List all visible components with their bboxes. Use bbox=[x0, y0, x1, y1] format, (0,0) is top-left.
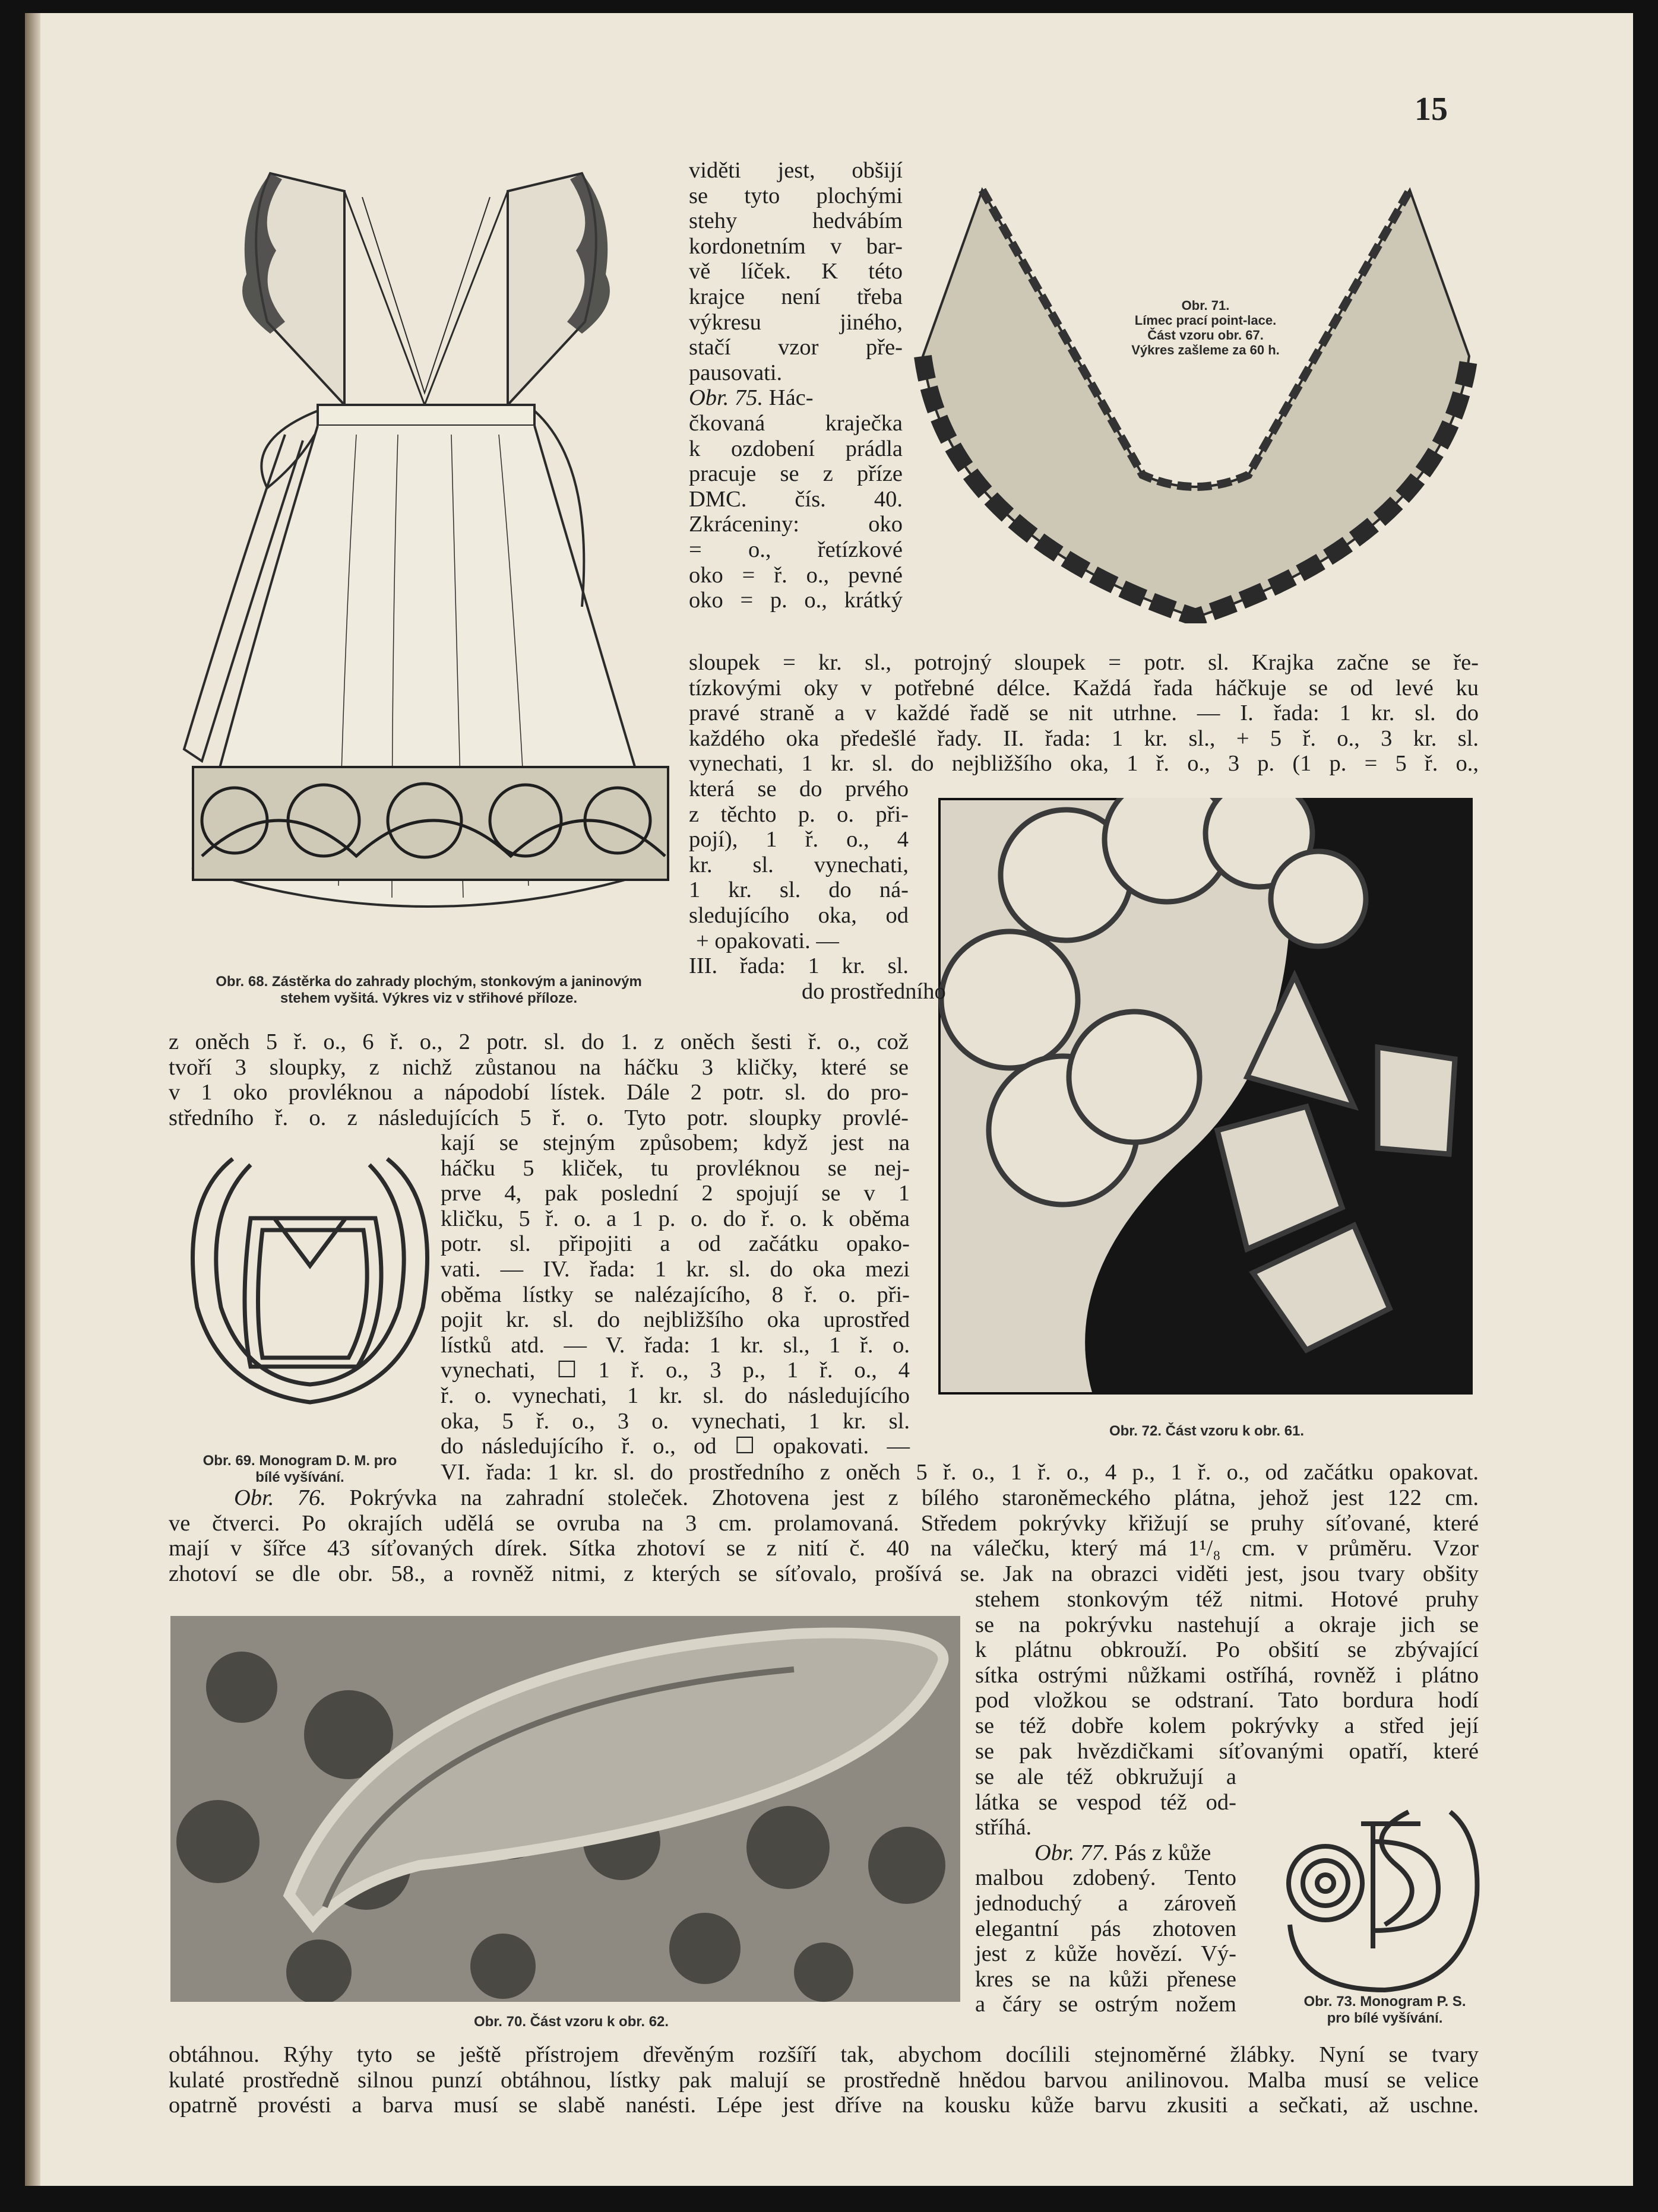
text-crochet-instructions-3: z oněch 5 ř. o., 6 ř. o., 2 potr. sl. do 1. z oněch šesti ř. o., což tvoří 3 sloupky, z nichž zůstanou na háčku 3 kličky, které se v 1 oko provléknou a nápodobí lístek. Dále 2 potr. sl. do pro- středního ř. o. z následujících 5 ř. o. Tyto potr. sloupky provlé- bbox=[169, 1029, 909, 1130]
caption-obr71: Obr. 71. Límec prací point-lace. Část vzoru obr. 67. Výkres zašleme za 60 h. bbox=[1131, 298, 1280, 357]
fig-ref-obr77: Obr. 77. bbox=[1034, 1840, 1109, 1865]
text-column-continued: viděti jest, obšijí se tyto plochými stehy hedvábím kordonetním v bar- vě líček. K této krajce není třeba výkresu jiného, stačí vzor pře- pausovati. Obr. 75. Hác- čkovaná kraječka k ozdobení prádla pracuje se z příze DMC. čís. 40. Zkráceniny: oko = o., řetízkové oko = ř. o., pevné oko = p. o., krátký bbox=[689, 158, 903, 613]
text-row-vi: VI. řada: 1 kr. sl. do prostředního z oněch 5 ř. o., 1 ř. o., 4 p., 1 ř. o., od začátku opakovat. bbox=[441, 1460, 1479, 1485]
figure-lace-collar bbox=[911, 166, 1480, 623]
fig-ref-obr76: Obr. 76. bbox=[234, 1485, 326, 1510]
text-crochet-instructions-2: která se do prvého z těchto p. o. při- pojí), 1 ř. o., 4 kr. sl. vynechati, 1 kr. sl. do ná- sledujícího oka, od + opakovati. — III. řada: 1 kr. sl. do prostředního bbox=[689, 777, 946, 1004]
text-obr77-continued: obtáhnou. Rýhy tyto se ještě přístrojem dřevěným rozšíří tak, abychom docílili stejnoměrné žlábky. Nyní se tvary kulaté prostředně silnou punzí obtáhnou, lístky pak malují se prostředně hnědou barvou anilinovou. Malba musí se velice opatrně provésti a barva musí se slabě nanésti. Lépe jest dříve na kousku kůže barvu zkusiti a sečkati, až uschne. bbox=[169, 2042, 1479, 2118]
caption-obr69: Obr. 69. Monogram D. M. pro bílé vyšívání. bbox=[202, 1453, 397, 1485]
magazine-page bbox=[25, 13, 1633, 2186]
caption-obr73: Obr. 73. Monogram P. S. pro bílé vyšívání. bbox=[1303, 1994, 1466, 2026]
caption-obr68: Obr. 68. Zástěrka do zahrady plochým, stonkovým a janinovým stehem vyšitá. Výkres viz v střihové příloze. bbox=[216, 974, 642, 1006]
figure-embroidery-photo bbox=[170, 1616, 960, 2002]
page-binding-shadow bbox=[25, 13, 40, 2186]
figure-monogram-ps bbox=[1272, 1800, 1486, 1996]
text-obr76-continued: stehem stonkovým též nitmi. Hotové pruhy se na pokrývku nastehují a okraje jich se k plátnu obkrouží. Po obšití se zbývající sítka ostrými nůžkami ostříhá, rovněž i plátno pod vložkou se odstraní. Tato bordura hodí se též dobře kolem pokrývky a střed její se pak hvězdičkami síťovanými opatří, které bbox=[975, 1587, 1479, 1764]
figure-monogram-dm bbox=[167, 1129, 453, 1414]
text-crochet-instructions-1: sloupek = kr. sl., potrojný sloupek = potr. sl. Krajka začne se ře- tízkovými oky v potřebné délce. Každá řada háčkuje se od levé ku pravé straně a v každé řadě se nit utrhne. — I. řada: 1 kr. sl. do každého oka předešlé řady. II. řada: 1 kr. sl., + 5 ř. o., 3 kr. sl. vynechati, 1 kr. sl. do nejbližšího oka, 1 ř. o., 3 p. (1 p. = 5 ř. o., bbox=[689, 650, 1479, 777]
fig-ref-obr75: Obr. 75. bbox=[689, 385, 764, 411]
caption-obr72: Obr. 72. Část vzoru k obr. 61. bbox=[1109, 1423, 1305, 1439]
text-obr76-tablecloth: Obr. 76. Pokrývka na zahradní stoleček. Zhotovena jest z bílého staroněmeckého plátna, jehož jest 122 cm. ve čtverci. Po okrajích udělá se ovruba na 3 cm. prolamovaná. Středem pokrývky křižují se pruhy síťované, které mají v šířce 43 síťovaných dírek. Sítka zhotoví se z nití č. 40 na válečku, který má 1¹/₈ cm. v průměru. Vzor zhotoví se dle obr. 58., a rovněž nitmi, z kterých se síťovalo, prošívá se. Jak na obrazci viděti jest, jsou tvary obšity bbox=[169, 1485, 1479, 1586]
figure-apron-illustration bbox=[166, 156, 695, 945]
page-number: 15 bbox=[1415, 91, 1448, 128]
figure-lace-pattern-photo bbox=[938, 798, 1473, 1395]
text-obr77-belt: se ale též obkružují a látka se vespod též od- stříhá. Obr. 77. Pás z kůže malbou zdobený. Tento jednoduchý a zároveň elegantní pás zhotoven jest z kůže hovězí. Vý- kres se na kůži přenese a čáry se ostrým nožem bbox=[975, 1764, 1236, 2017]
text-crochet-instructions-4: kají se stejným způsobem; když jest na háčku 5 kliček, tu provléknou se nej- prve 4, pak poslední 2 spojují se v 1 kličku, 5 ř. o. a 1 p. o. do ř. o. k oběma potr. sl. připojiti a od začátku opako- vati. — IV. řada: 1 kr. sl. do oka mezi oběma lístky se nalézajícího, 8 ř. o. při- pojit kr. sl. do nejbližšího oka uprostřed lístků atd. — V. řada: 1 kr. sl., 1 ř. o. vynechati, ☐ 1 ř. o., 3 p., 1 ř. o., 4 ř. o. vynechati, 1 kr. sl. do následujícího oka, 5 ř. o., 3 o. vynechati, 1 kr. sl. do následujícího ř. o., od ☐ opakovati. — bbox=[441, 1130, 910, 1459]
caption-obr70: Obr. 70. Část vzoru k obr. 62. bbox=[473, 2014, 669, 2030]
